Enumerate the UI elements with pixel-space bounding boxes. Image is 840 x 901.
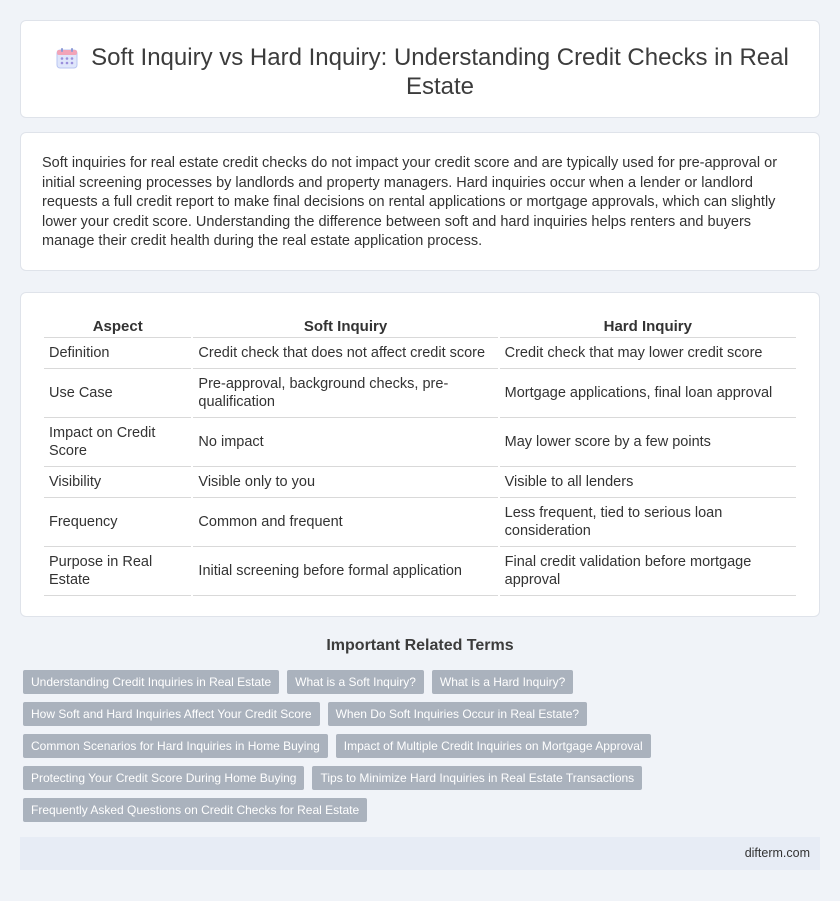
table-cell: Visible only to you (193, 467, 497, 498)
table-row (44, 338, 796, 369)
title-card (20, 20, 820, 118)
related-term-tag[interactable]: Protecting Your Credit Score During Home Buying (23, 766, 304, 790)
table-cell: May lower score by a few points (500, 418, 796, 467)
table-cell: Purpose in Real Estate (44, 547, 191, 596)
table-cell: Definition (44, 338, 191, 369)
table-row (44, 418, 796, 467)
related-terms-heading: Important Related Terms (326, 637, 514, 654)
tag-row (23, 766, 743, 790)
table-cell: Visible to all lenders (500, 467, 796, 498)
intro-paragraph: Soft inquiries for real estate credit checks do not impact your credit score and are typically used for pre-approval or initial screening processes by landlords and property managers. Hard inquiries occur when a lender or landlord requests a full credit report to make final decisions on rental applications or mortgage approvals, which can slightly lower your credit score. Understanding the difference between soft and hard inquiries helps renters and buyers manage their credit health during the real estate application process. (42, 155, 778, 249)
table-cell: No impact (193, 418, 497, 467)
related-term-tag[interactable]: Tips to Minimize Hard Inquiries in Real Estate Transactions (312, 766, 642, 790)
related-term-tag[interactable]: What is a Hard Inquiry? (432, 670, 573, 694)
table-row (44, 467, 796, 498)
column-header-hard-inquiry: Hard Inquiry (500, 313, 796, 338)
tag-row (23, 734, 743, 758)
related-term-tag[interactable]: Understanding Credit Inquiries in Real Estate (23, 670, 279, 694)
related-term-tag[interactable]: Frequently Asked Questions on Credit Checks for Real Estate (23, 798, 367, 822)
table-cell: Common and frequent (193, 498, 497, 547)
table-cell: Initial screening before formal application (193, 547, 497, 596)
footer (20, 837, 820, 870)
related-term-tag[interactable]: How Soft and Hard Inquiries Affect Your Credit Score (23, 702, 320, 726)
table-cell: Final credit validation before mortgage approval (500, 547, 796, 596)
tag-row (23, 702, 743, 726)
intro-card (20, 132, 820, 271)
table-row (44, 547, 796, 596)
related-term-tag[interactable]: Common Scenarios for Hard Inquiries in Home Buying (23, 734, 328, 758)
table-cell: Credit check that does not affect credit score (193, 338, 497, 369)
table-cell: Frequency (44, 498, 191, 547)
table-header-row (44, 313, 796, 338)
column-header-aspect: Aspect (44, 313, 191, 338)
table-cell: Use Case (44, 369, 191, 418)
footer-site-link[interactable]: difterm.com (744, 846, 810, 860)
table-row (44, 369, 796, 418)
table-cell: Credit check that may lower credit score (500, 338, 796, 369)
table-cell: Impact on Credit Score (44, 418, 191, 467)
table-cell: Pre-approval, background checks, pre-qualification (193, 369, 497, 418)
page-title: Soft Inquiry vs Hard Inquiry: Understanding Credit Checks in Real Estate (91, 44, 789, 100)
comparison-card (20, 292, 820, 617)
related-term-tag[interactable]: Impact of Multiple Credit Inquiries on Mortgage Approval (336, 734, 651, 758)
comparison-table (42, 313, 798, 596)
tag-row (23, 798, 743, 822)
related-term-tag[interactable]: What is a Soft Inquiry? (287, 670, 424, 694)
table-cell: Less frequent, tied to serious loan consideration (500, 498, 796, 547)
tag-row (23, 670, 743, 694)
related-term-tag[interactable]: When Do Soft Inquiries Occur in Real Estate? (328, 702, 587, 726)
table-row (44, 498, 796, 547)
table-cell: Visibility (44, 467, 191, 498)
column-header-soft-inquiry: Soft Inquiry (193, 313, 497, 338)
related-terms-tags (23, 670, 743, 830)
table-cell: Mortgage applications, final loan approval (500, 369, 796, 418)
